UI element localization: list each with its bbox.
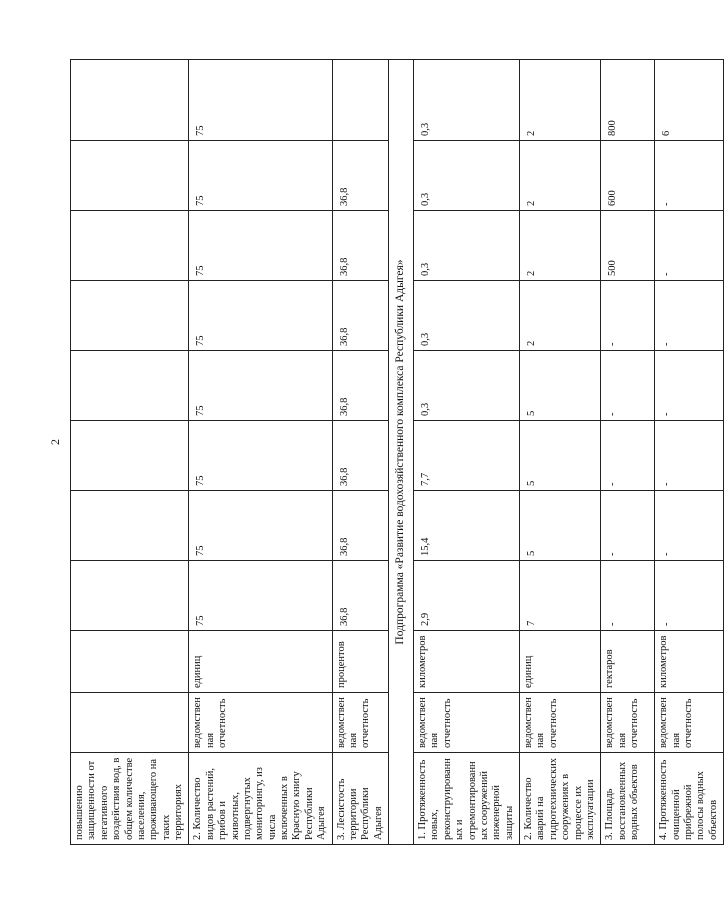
value-cell: - — [601, 491, 655, 561]
value-cell: - — [601, 281, 655, 351]
table-row — [414, 60, 520, 845]
value-cell: 75 — [189, 421, 332, 491]
value-cell: 75 — [189, 60, 332, 141]
source-cell: ведомственная отчетность — [414, 693, 520, 753]
value-cell: 0,3 — [414, 211, 520, 281]
value-cell: 36,8 — [332, 141, 389, 211]
value-cell: - — [655, 141, 724, 211]
indicator-cell: повышению защищенности от негативного воздействия вод, в общем количестве населения, проживающего на таких территориях — [71, 753, 189, 845]
table-row — [520, 60, 601, 845]
subprogram-title: Подпрограмма «Развитие водохозяйственного комплекса Республики Адыгея» — [389, 60, 414, 845]
value-cell: - — [655, 281, 724, 351]
source-cell: ведомственная отчетность — [332, 693, 389, 753]
value-cell — [71, 211, 189, 281]
value-cell: 5 — [520, 491, 601, 561]
value-cell: - — [601, 351, 655, 421]
value-cell: 7 — [520, 561, 601, 631]
unit-cell: процентов — [332, 631, 389, 693]
source-cell: ведомственная отчетность — [520, 693, 601, 753]
value-cell — [71, 421, 189, 491]
table-row — [601, 60, 655, 845]
value-cell: 36,8 — [332, 491, 389, 561]
value-cell: 0,3 — [414, 141, 520, 211]
value-cell: - — [655, 491, 724, 561]
table-row — [332, 60, 389, 845]
value-cell — [71, 561, 189, 631]
value-cell: 75 — [189, 561, 332, 631]
indicator-table-container — [70, 60, 719, 845]
table-row — [189, 60, 332, 845]
value-cell: 7,7 — [414, 421, 520, 491]
source-cell: ведомственная отчетность — [655, 693, 724, 753]
indicator-cell: 2. Количество видов растений, грибов и животных, подвергнутых мониторингу, из числа включенных в Красную книгу Республики Адыгея — [189, 753, 332, 845]
value-cell: 500 — [601, 211, 655, 281]
value-cell: 2 — [520, 211, 601, 281]
value-cell — [71, 60, 189, 141]
value-cell: 5 — [520, 351, 601, 421]
value-cell: 36,8 — [332, 421, 389, 491]
value-cell: 2 — [520, 141, 601, 211]
value-cell: 75 — [189, 141, 332, 211]
table-row — [655, 60, 724, 845]
value-cell — [71, 281, 189, 351]
indicator-cell: 2. Количество аварий на гидротехнических сооружениях в процессе их эксплуатации — [520, 753, 601, 845]
value-cell: 36,8 — [332, 351, 389, 421]
value-cell — [71, 141, 189, 211]
value-cell: 0,3 — [414, 281, 520, 351]
value-cell: 2 — [520, 281, 601, 351]
value-cell — [332, 60, 389, 141]
value-cell: - — [655, 421, 724, 491]
value-cell: - — [601, 421, 655, 491]
unit-cell: единиц — [520, 631, 601, 693]
indicator-cell: 4. Протяженность очищенной прибрежной полосы водных объектов — [655, 753, 724, 845]
value-cell: 15,4 — [414, 491, 520, 561]
value-cell: 2 — [520, 60, 601, 141]
value-cell: 36,8 — [332, 281, 389, 351]
indicator-cell: 1. Протяженность новых, реконструированных и отремонтированных сооружений инженерной защиты — [414, 753, 520, 845]
value-cell: 2,9 — [414, 561, 520, 631]
value-cell: 75 — [189, 211, 332, 281]
page-number: 2 — [48, 439, 62, 445]
value-cell: 600 — [601, 141, 655, 211]
value-cell: 75 — [189, 491, 332, 561]
value-cell: - — [655, 351, 724, 421]
value-cell: 36,8 — [332, 211, 389, 281]
source-cell: ведомственная отчетность — [189, 693, 332, 753]
value-cell: - — [655, 561, 724, 631]
value-cell: 800 — [601, 60, 655, 141]
indicator-cell: 3. Площадь восстановленных водных объектов — [601, 753, 655, 845]
source-cell: ведомственная отчетность — [601, 693, 655, 753]
unit-cell — [71, 631, 189, 693]
value-cell: - — [655, 211, 724, 281]
subprogram-row — [389, 60, 414, 845]
unit-cell: гектаров — [601, 631, 655, 693]
value-cell: - — [601, 561, 655, 631]
unit-cell: единиц — [189, 631, 332, 693]
value-cell — [71, 351, 189, 421]
value-cell — [71, 491, 189, 561]
value-cell: 0,3 — [414, 351, 520, 421]
indicator-cell: 3. Лесистость территории Республики Адыгея — [332, 753, 389, 845]
value-cell: 36,8 — [332, 561, 389, 631]
value-cell: 0,3 — [414, 60, 520, 141]
value-cell: 75 — [189, 281, 332, 351]
value-cell: 75 — [189, 351, 332, 421]
source-cell — [71, 693, 189, 753]
value-cell: 6 — [655, 60, 724, 141]
unit-cell: километров — [414, 631, 520, 693]
value-cell: 5 — [520, 421, 601, 491]
unit-cell: километров — [655, 631, 724, 693]
table-row — [71, 60, 189, 845]
indicator-table — [70, 59, 724, 845]
